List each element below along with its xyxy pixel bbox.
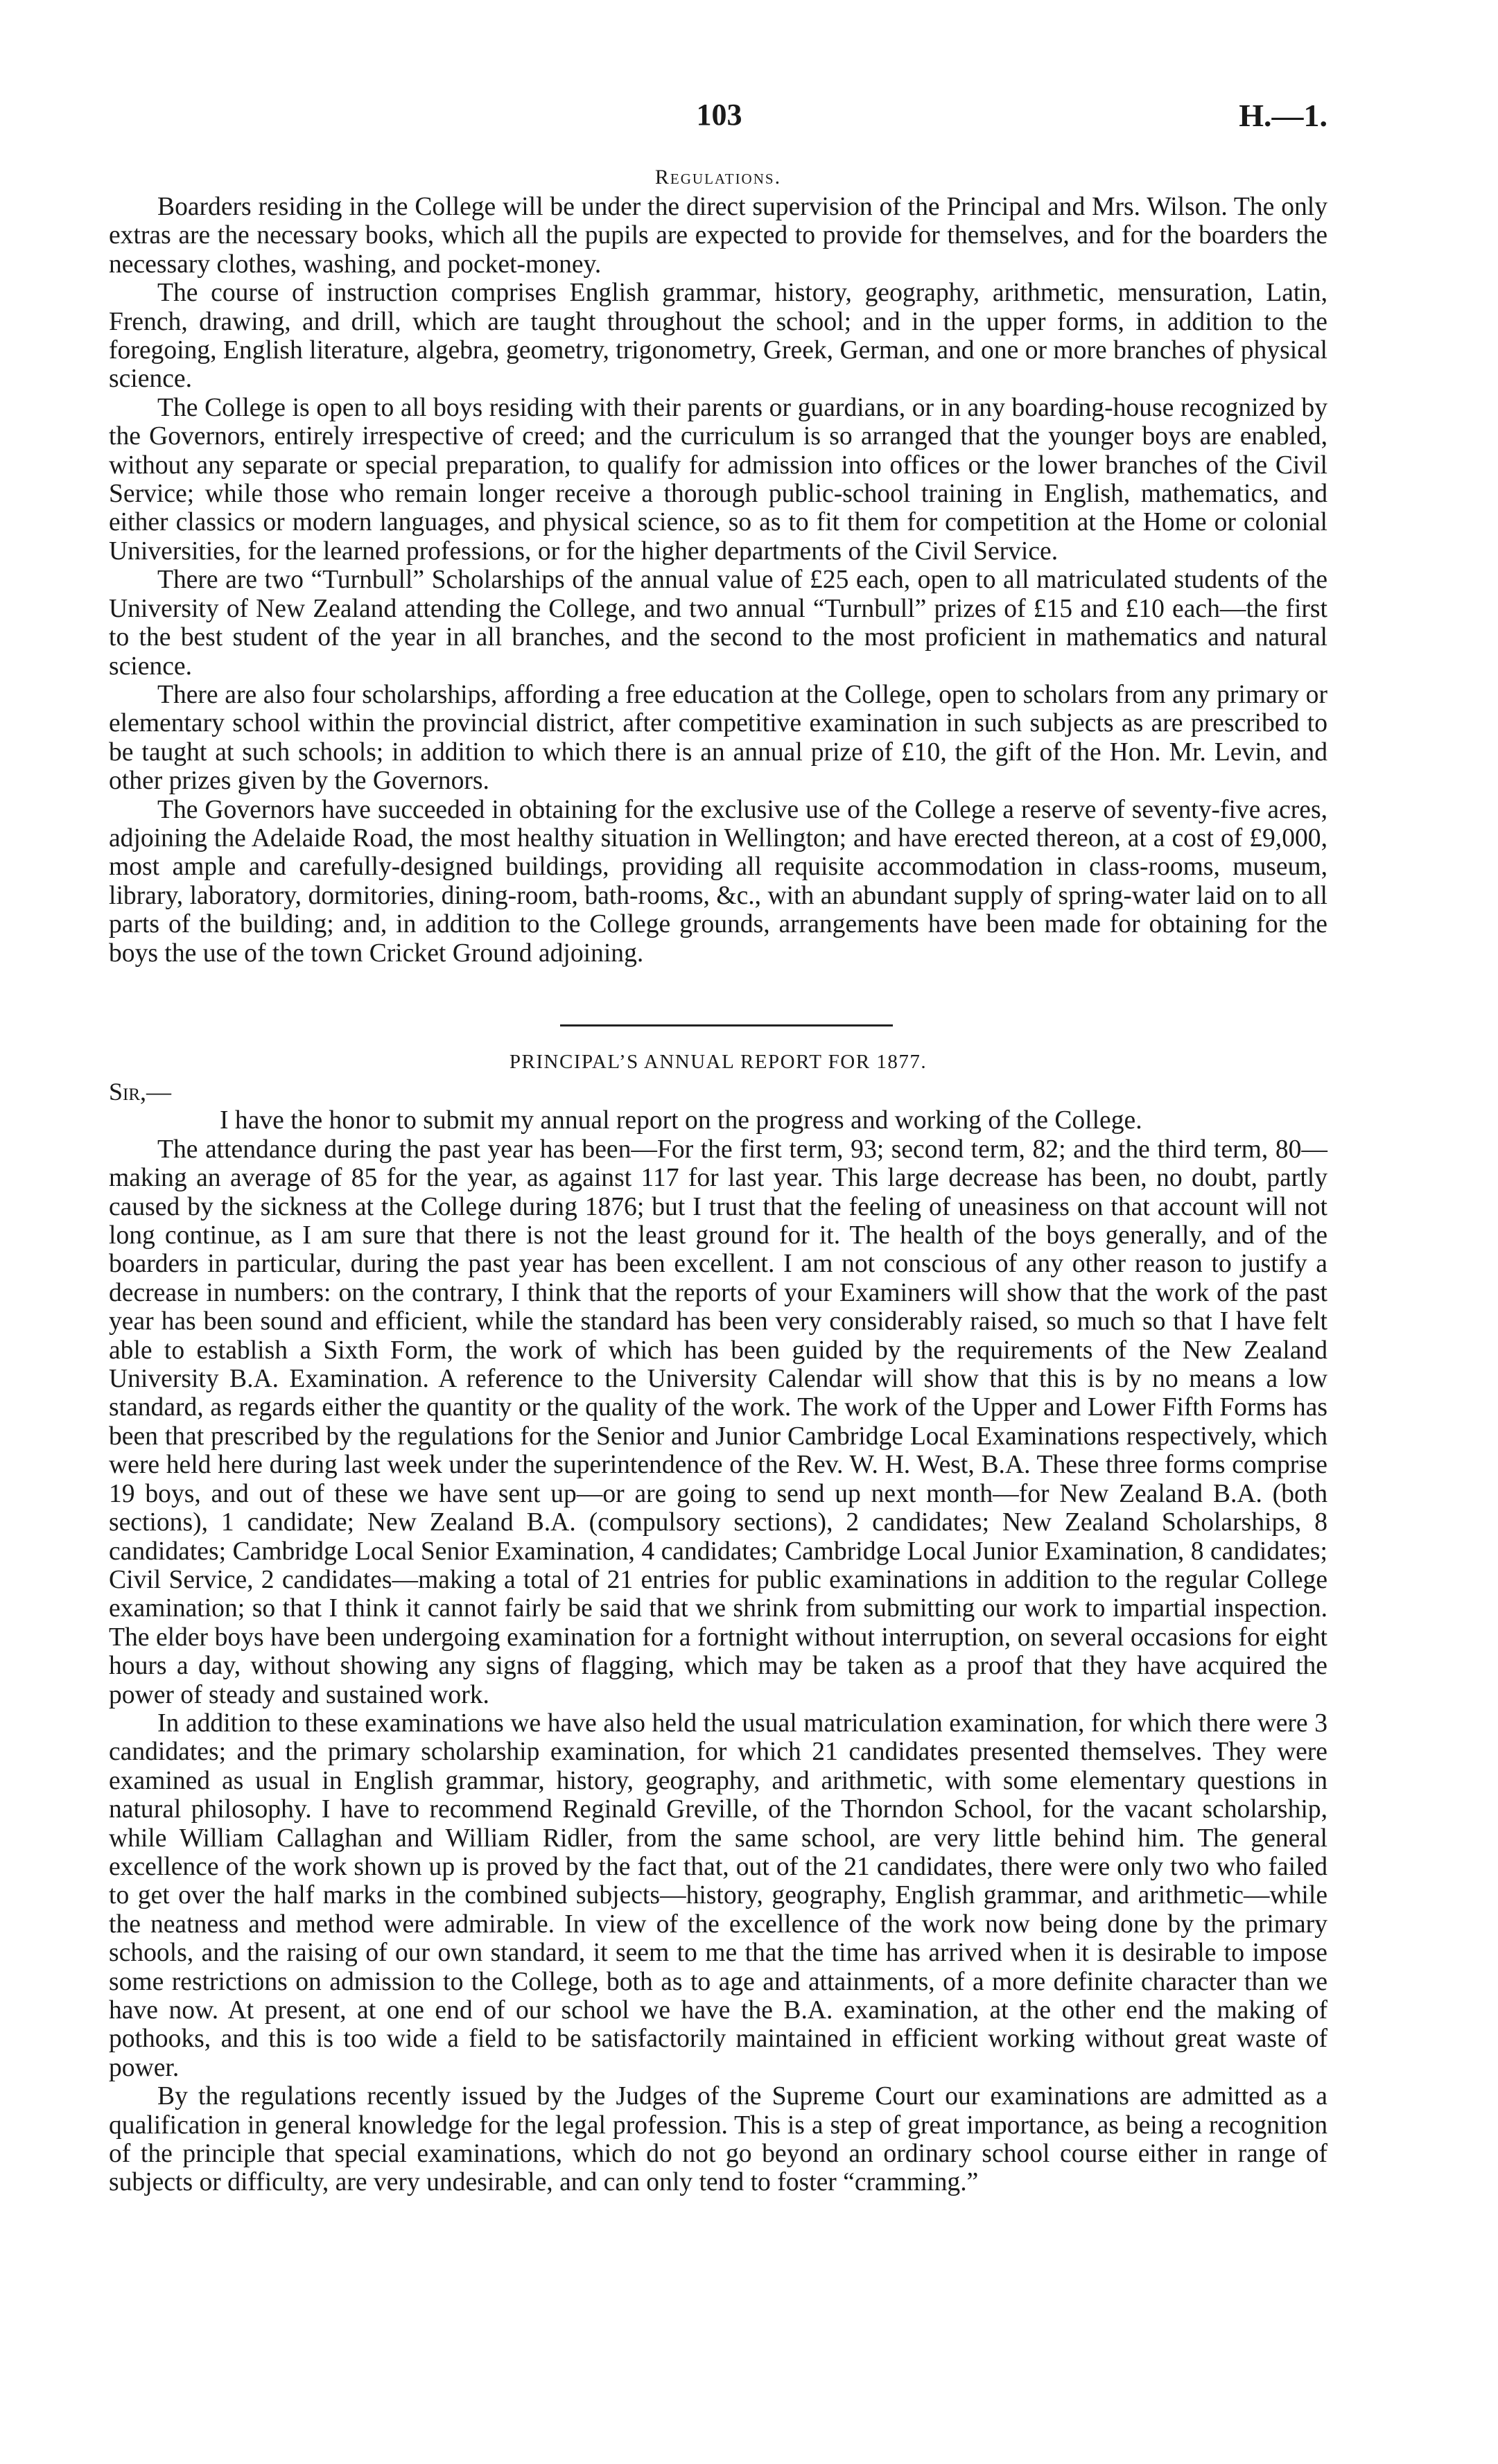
regulations-heading: Regulations. (654, 166, 782, 189)
regulations-paragraph: The College is open to all boys residing with their parents or guardians, or in any boarding-house recognized by the Governors, entirely irrespective of creed; and the curriculum is so arranged that the younger boys are enabled, without any separate or special preparation, to qualify for admission into offices or the lower branches of the Civil Service; while those who remain longer receive a thorough public-school training in English, mathematics, and either classics or modern languages, and physical science, so as to fit them for competition at the Home or colonial Universities, for the learned professions, or for the higher departments of the Civil Service. (109, 393, 1327, 566)
report-paragraph: In addition to these examinations we have also held the usual matriculation examination, for which there were 3 candidates; and the primary scholarship examination, for which 21 candidates presented themselves. They were examined as usual in English grammar, history, geography, and arithmetic, with some elementary questions in natural philosophy. I have to recommend Reginald Greville, of the Thorndon School, for the vacant scholarship, while William Callaghan and William Ridler, from the same school, are very little behind him. The general excellence of the work shown up is proved by the fact that, out of the 21 candidates, there were only two who failed to get over the half marks in the combined subjects—history, geography, English grammar, and arithmetic—while the neatness and method were admirable. In view of the excellence of the work now being done by the primary schools, and the raising of our own standard, it seem to me that the time has arrived when it is desirable to impose some restrictions on admission to the College, both as to age and attainments, of a more definite character than we have now. At present, at one end of our school we have the B.A. examination, at the other end the making of pothooks, and this is too wide a field to be satisfactorily maintained in efficient working without great waste of power. (109, 1709, 1327, 2082)
report-title: PRINCIPAL’S ANNUAL REPORT FOR 1877. (509, 1051, 927, 1073)
regulations-paragraph: The course of instruction comprises English grammar, history, geography, arithmetic, mensuration, Latin, French, drawing, and drill, which are taught throughout the school; and in the upper forms, in addition to the foregoing, English literature, algebra, geometry, trigonometry, Greek, German, and one or more branches of physical science. (109, 279, 1327, 394)
page-number: 103 (696, 98, 742, 132)
section-divider (560, 1024, 893, 1026)
document-code: H.—1. (1239, 98, 1327, 133)
salutation: Sir,— (109, 1078, 172, 1106)
regulations-paragraph: There are two “Turnbull” Scholarships of the annual value of £25 each, open to all matriculated students of the University of New Zealand attending the College, and two annual “Turnbull” prizes of £15 and £10 each—the first to the best student of the year in all branches, and the second to the most proficient in mathematics and natural science. (109, 566, 1327, 681)
regulations-paragraph: Boarders residing in the College will be under the direct supervision of the Principal and Mrs. Wilson. The only extras are the necessary books, which all the pupils are expected to provide for themselves, and for the boarders the necessary clothes, washing, and pocket-money. (109, 193, 1327, 279)
regulations-paragraph: There are also four scholarships, affording a free education at the College, open to scholars from any primary or elementary school within the provincial district, after competitive examination in such subjects as are prescribed to be taught at such schools; in addition to which there is an annual prize of £10, the gift of the Hon. Mr. Levin, and other prizes given by the Governors. (109, 680, 1327, 796)
report-paragraph: The attendance during the past year has been—For the first term, 93; second term, 82; and the third term, 80—making an average of 85 for the year, as against 117 for last year. This large decrease has been, no doubt, partly caused by the sickness at the College during 1876; but I trust that the feeling of uneasiness on that account will not long continue, as I am sure that there is not the least ground for it. The health of the boys generally, and of the boarders in particular, during the past year has been excellent. I am not conscious of any other reason to justify a decrease in numbers: on the contrary, I think that the reports of your Examiners will show that the work of the past year has been sound and efficient, while the standard has been very considerably raised, so much so that I have felt able to establish a Sixth Form, the work of which has been guided by the requirements of the New Zealand University B.A. Examination. A reference to the University Calendar will show that this is by no means a low standard, as regards either the quantity or the quality of the work. The work of the Upper and Lower Fifth Forms has been that prescribed by the regulations for the Senior and Junior Cambridge Local Examinations respectively, which were held here during last week under the superintendence of the Rev. W. H. West, B.A. These three forms comprise 19 boys, and out of these we have sent up—or are going to send up next month—for New Zealand B.A. (both sections), 1 candidate; New Zealand B.A. (compulsory sections), 2 candidates; New Zealand Scholarships, 8 candidates; Cambridge Local Senior Examination, 4 candidates; Cambridge Local Junior Examination, 8 candidates; Civil Service, 2 candidates—making a total of 21 entries for public examinations in addition to the regular College examination; so that I think it cannot fairly be said that we shrink from submitting our work to impartial inspection. The elder boys have been undergoing examination for a fortnight without interruption, on several occasions for eight hours a day, without showing any signs of flagging, which may be taken as a proof that they have acquired the power of steady and sustained work. (109, 1135, 1327, 1709)
page-header (111, 97, 1327, 139)
regulations-paragraph: The Governors have succeeded in obtaining for the exclusive use of the College a reserve of seventy-five acres, adjoining the Adelaide Road, the most healthy situation in Wellington; and have erected thereon, at a cost of £9,000, most ample and carefully-designed buildings, providing all requisite accommodation in class-rooms, museum, library, laboratory, dormitories, dining-room, bath-rooms, &c., with an abundant supply of spring-water laid on to all parts of the building; and, in addition to the College grounds, arrangements have been made for obtaining for the boys the use of the town Cricket Ground adjoining. (109, 795, 1327, 968)
report-section (109, 1078, 1327, 2197)
report-paragraph: I have the honor to submit my annual report on the progress and working of the College. (220, 1106, 1142, 1135)
regulations-section (109, 162, 1327, 968)
report-paragraph: By the regulations recently issued by the Judges of the Supreme Court our examinations are admitted as a qualification in general knowledge for the legal profession. This is a step of great importance, as being a recognition of the principle that special examinations, which do not go beyond an ordinary school course either in range of subjects or difficulty, are very undesirable, and can only tend to foster “cramming.” (109, 2082, 1327, 2197)
